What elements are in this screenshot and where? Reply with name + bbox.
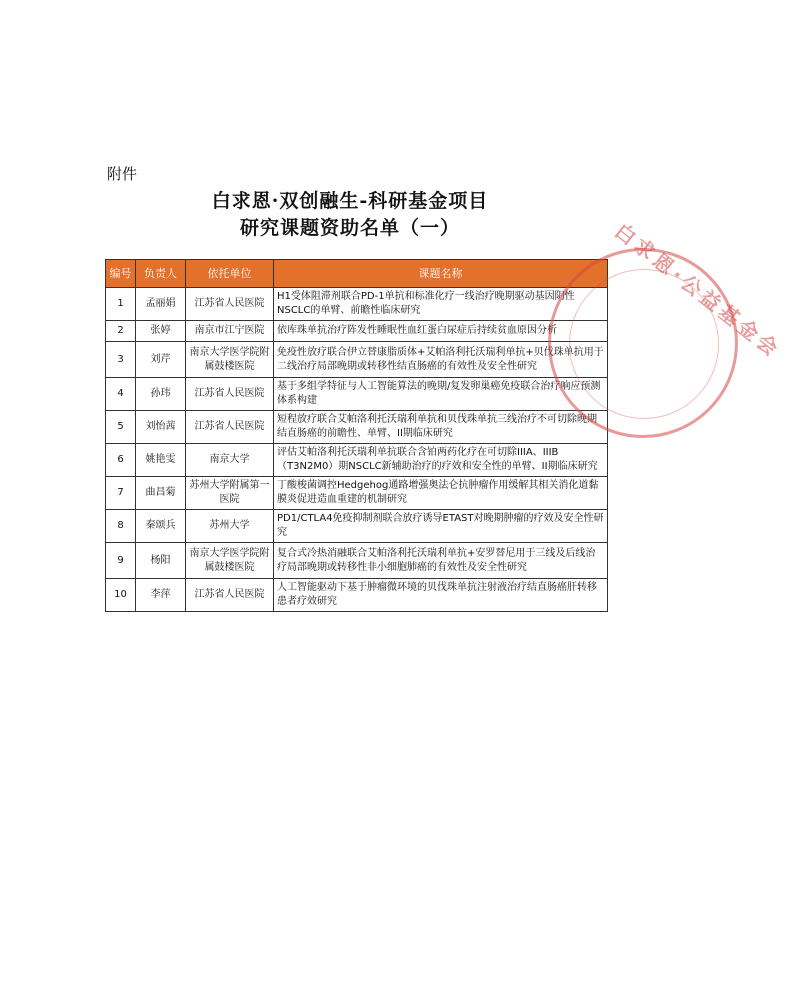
row-leader: 张婷 xyxy=(136,321,186,342)
row-number: 6 xyxy=(106,444,136,477)
row-institution: 苏州大学附属第一医院 xyxy=(186,477,274,510)
row-institution: 江苏省人民医院 xyxy=(186,579,274,612)
row-leader: 曲昌菊 xyxy=(136,477,186,510)
row-topic: 短程放疗联合艾帕洛利托沃瑞利单抗和贝伐珠单抗三线治疗不可切除晚期结直肠癌的前瞻性、单臂、II期临床研究 xyxy=(274,411,608,444)
row-topic: 复合式冷热消融联合艾帕洛利托沃瑞利单抗+安罗替尼用于三线及后线治疗局部晚期或转移性非小细胞肺癌的有效性及安全性研究 xyxy=(274,543,608,579)
row-institution: 苏州大学 xyxy=(186,510,274,543)
row-topic: PD1/CTLA4免疫抑制剂联合放疗诱导ETAST对晚期肿瘤的疗效及安全性研究 xyxy=(274,510,608,543)
table-row xyxy=(106,378,608,411)
row-leader: 秦颂兵 xyxy=(136,510,186,543)
row-number: 2 xyxy=(106,321,136,342)
row-institution: 江苏省人民医院 xyxy=(186,288,274,321)
row-institution: 江苏省人民医院 xyxy=(186,411,274,444)
table-row xyxy=(106,444,608,477)
table-row xyxy=(106,411,608,444)
row-topic: H1受体阻滞剂联合PD-1单抗和标准化疗一线治疗晚期驱动基因阴性NSCLC的单臂、前瞻性临床研究 xyxy=(274,288,608,321)
row-number: 10 xyxy=(106,579,136,612)
row-number: 1 xyxy=(106,288,136,321)
row-number: 9 xyxy=(106,543,136,579)
row-leader: 姚艳雯 xyxy=(136,444,186,477)
row-number: 8 xyxy=(106,510,136,543)
table-row xyxy=(106,342,608,378)
header-number: 编号 xyxy=(106,260,136,288)
row-topic: 丁酸梭菌调控Hedgehog通路增强奥法仑抗肿瘤作用缓解其相关消化道黏膜炎促进造血重建的机制研究 xyxy=(274,477,608,510)
document-title-line-2: 研究课题资助名单（一） xyxy=(239,217,460,239)
row-topic: 免疫性放疗联合伊立替康脂质体+艾帕洛利托沃瑞利单抗+贝伐珠单抗用于二线治疗局部晚期或转移性结直肠癌的有效性及安全性研究 xyxy=(274,342,608,378)
row-number: 3 xyxy=(106,342,136,378)
row-number: 4 xyxy=(106,378,136,411)
row-institution: 南京大学医学院附属鼓楼医院 xyxy=(186,342,274,378)
table-row xyxy=(106,543,608,579)
document-title-line-1: 白求恩·双创融生-科研基金项目 xyxy=(211,190,489,212)
row-leader: 杨阳 xyxy=(136,543,186,579)
row-leader: 孙玮 xyxy=(136,378,186,411)
header-institution: 依托单位 xyxy=(186,260,274,288)
attachment-label: 附件 xyxy=(107,165,138,183)
row-leader: 李萍 xyxy=(136,579,186,612)
grant-list-table xyxy=(105,259,608,612)
row-topic: 评估艾帕洛利托沃瑞利单抗联合含铂两药化疗在可切除IIIA、IIIB（T3N2M0）期NSCLC新辅助治疗的疗效和安全性的单臂、II期临床研究 xyxy=(274,444,608,477)
row-institution: 南京大学 xyxy=(186,444,274,477)
table-row xyxy=(106,477,608,510)
table-row xyxy=(106,510,608,543)
table-row xyxy=(106,321,608,342)
header-leader: 负责人 xyxy=(136,260,186,288)
header-topic: 课题名称 xyxy=(274,260,608,288)
table-row xyxy=(106,288,608,321)
table-row xyxy=(106,579,608,612)
row-institution: 江苏省人民医院 xyxy=(186,378,274,411)
seal-text: 白求恩·公益基金会 xyxy=(610,218,786,363)
row-leader: 刘芹 xyxy=(136,342,186,378)
row-leader: 刘怡茜 xyxy=(136,411,186,444)
row-leader: 孟丽娟 xyxy=(136,288,186,321)
row-topic: 人工智能驱动下基于肿瘤微环境的贝伐珠单抗注射液治疗结直肠癌肝转移患者疗效研究 xyxy=(274,579,608,612)
row-topic: 基于多组学特征与人工智能算法的晚期/复发卵巢癌免疫联合治疗响应预测体系构建 xyxy=(274,378,608,411)
table-header-row xyxy=(106,260,608,288)
row-number: 5 xyxy=(106,411,136,444)
row-number: 7 xyxy=(106,477,136,510)
row-topic: 依库珠单抗治疗阵发性睡眠性血红蛋白尿症后持续贫血原因分析 xyxy=(274,321,608,342)
row-institution: 南京市江宁医院 xyxy=(186,321,274,342)
row-institution: 南京大学医学院附属鼓楼医院 xyxy=(186,543,274,579)
